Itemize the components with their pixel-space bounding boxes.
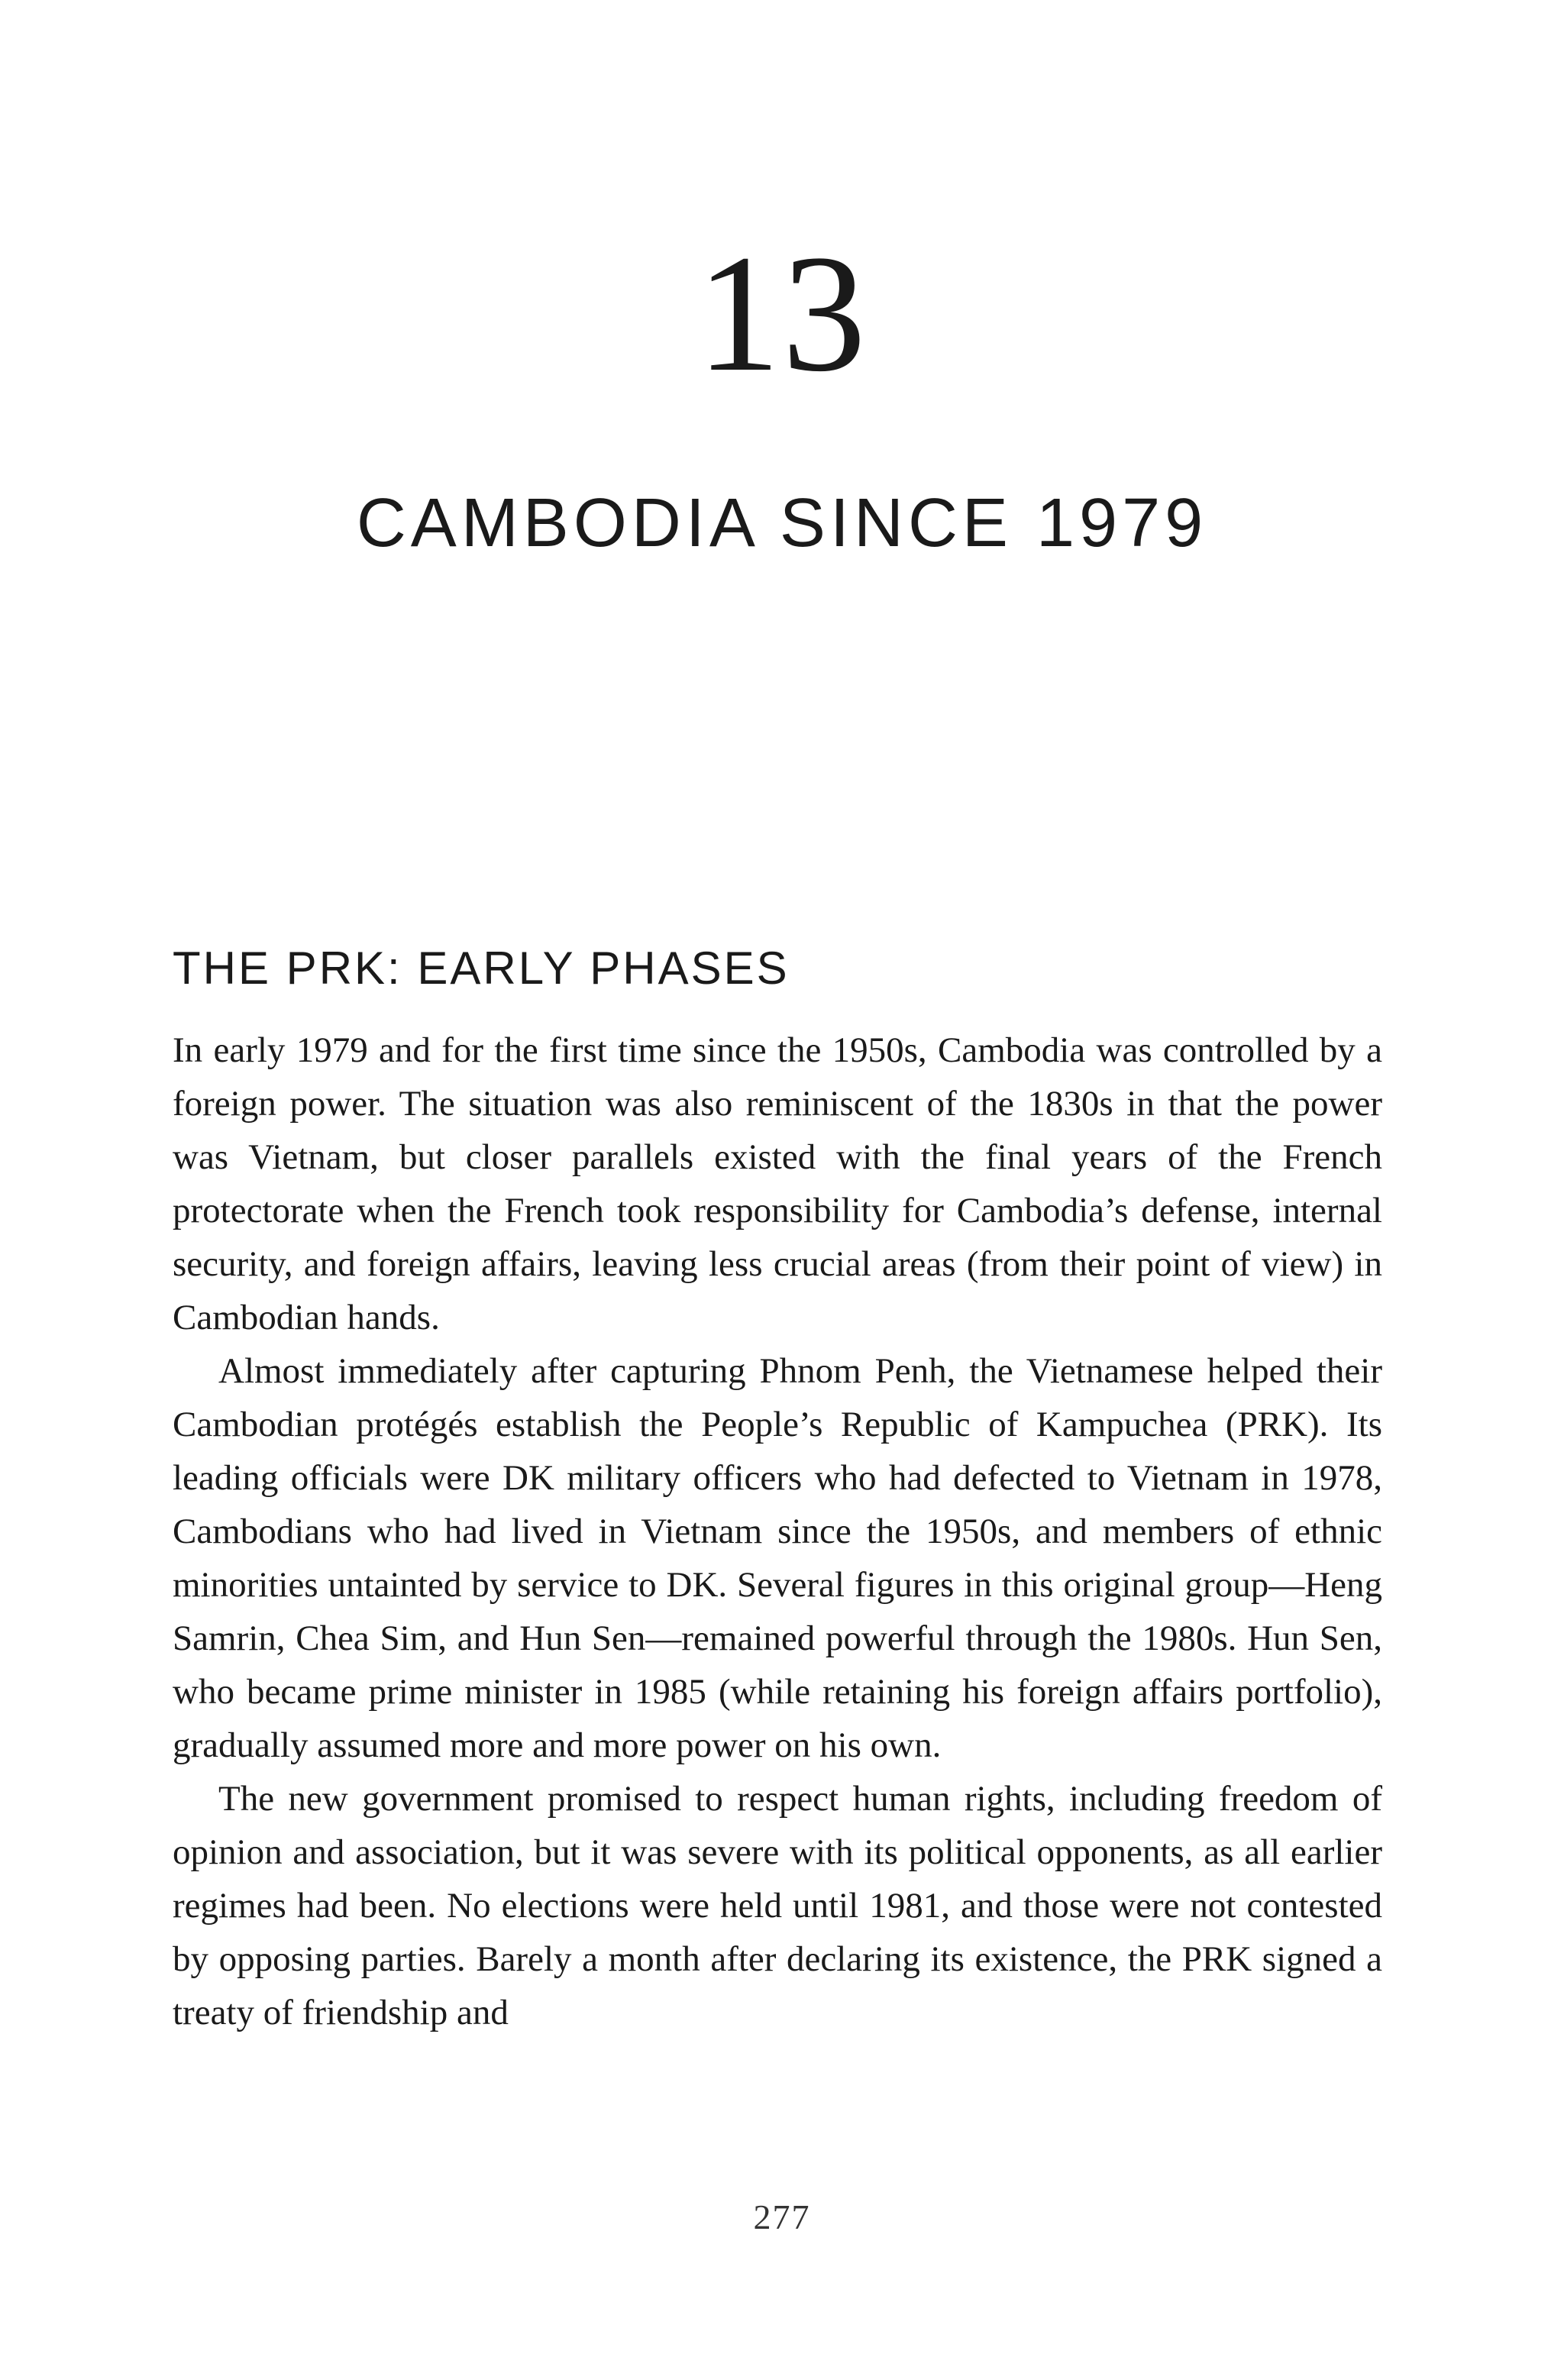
paragraph: The new government promised to respect human rights, including freedom of opinion and association, but it was severe with its political opponents, as all earlier regimes had been. No elections were held until 1981, and those were not contested by opposing parties. Barely a month after declaring its existence, the PRK signed a treaty of friendship and [173,1779,1382,2032]
paragraph: In early 1979 and for the first time since the 1950s, Cambodia was controlled by a foreign power. The situation was also reminiscent of the 1830s in that the power was Vietnam, but closer parallels existed with the final years of the French protectorate when the French took responsibility for Cambodia’s defense, internal security, and foreign affairs, leaving less crucial areas (from their point of view) in Cambodian hands. [173,1030,1382,1337]
chapter-number: 13 [696,220,868,406]
body-text [173,1023,1382,2039]
paragraph: Almost immediately after capturing Phnom Penh, the Vietnamese helped their Cambodian protégés establish the People’s Republic of Kampuchea (PRK). Its leading officials were DK military officers who had defected to Vietnam in 1978, Cambodians who had lived in Vietnam since the 1950s, and members of ethnic minorities untainted by service to DK. Several figures in this original group—Heng Samrin, Chea Sim, and Hun Sen—remained powerful through the 1980s. Hun Sen, who became prime minister in 1985 (while retaining his foreign affairs portfolio), gradually assumed more and more power on his own. [173,1351,1382,1765]
chapter-title: CAMBODIA SINCE 1979 [356,485,1208,561]
section-heading: THE PRK: EARLY PHASES [173,943,790,994]
page-number: 277 [753,2197,811,2236]
